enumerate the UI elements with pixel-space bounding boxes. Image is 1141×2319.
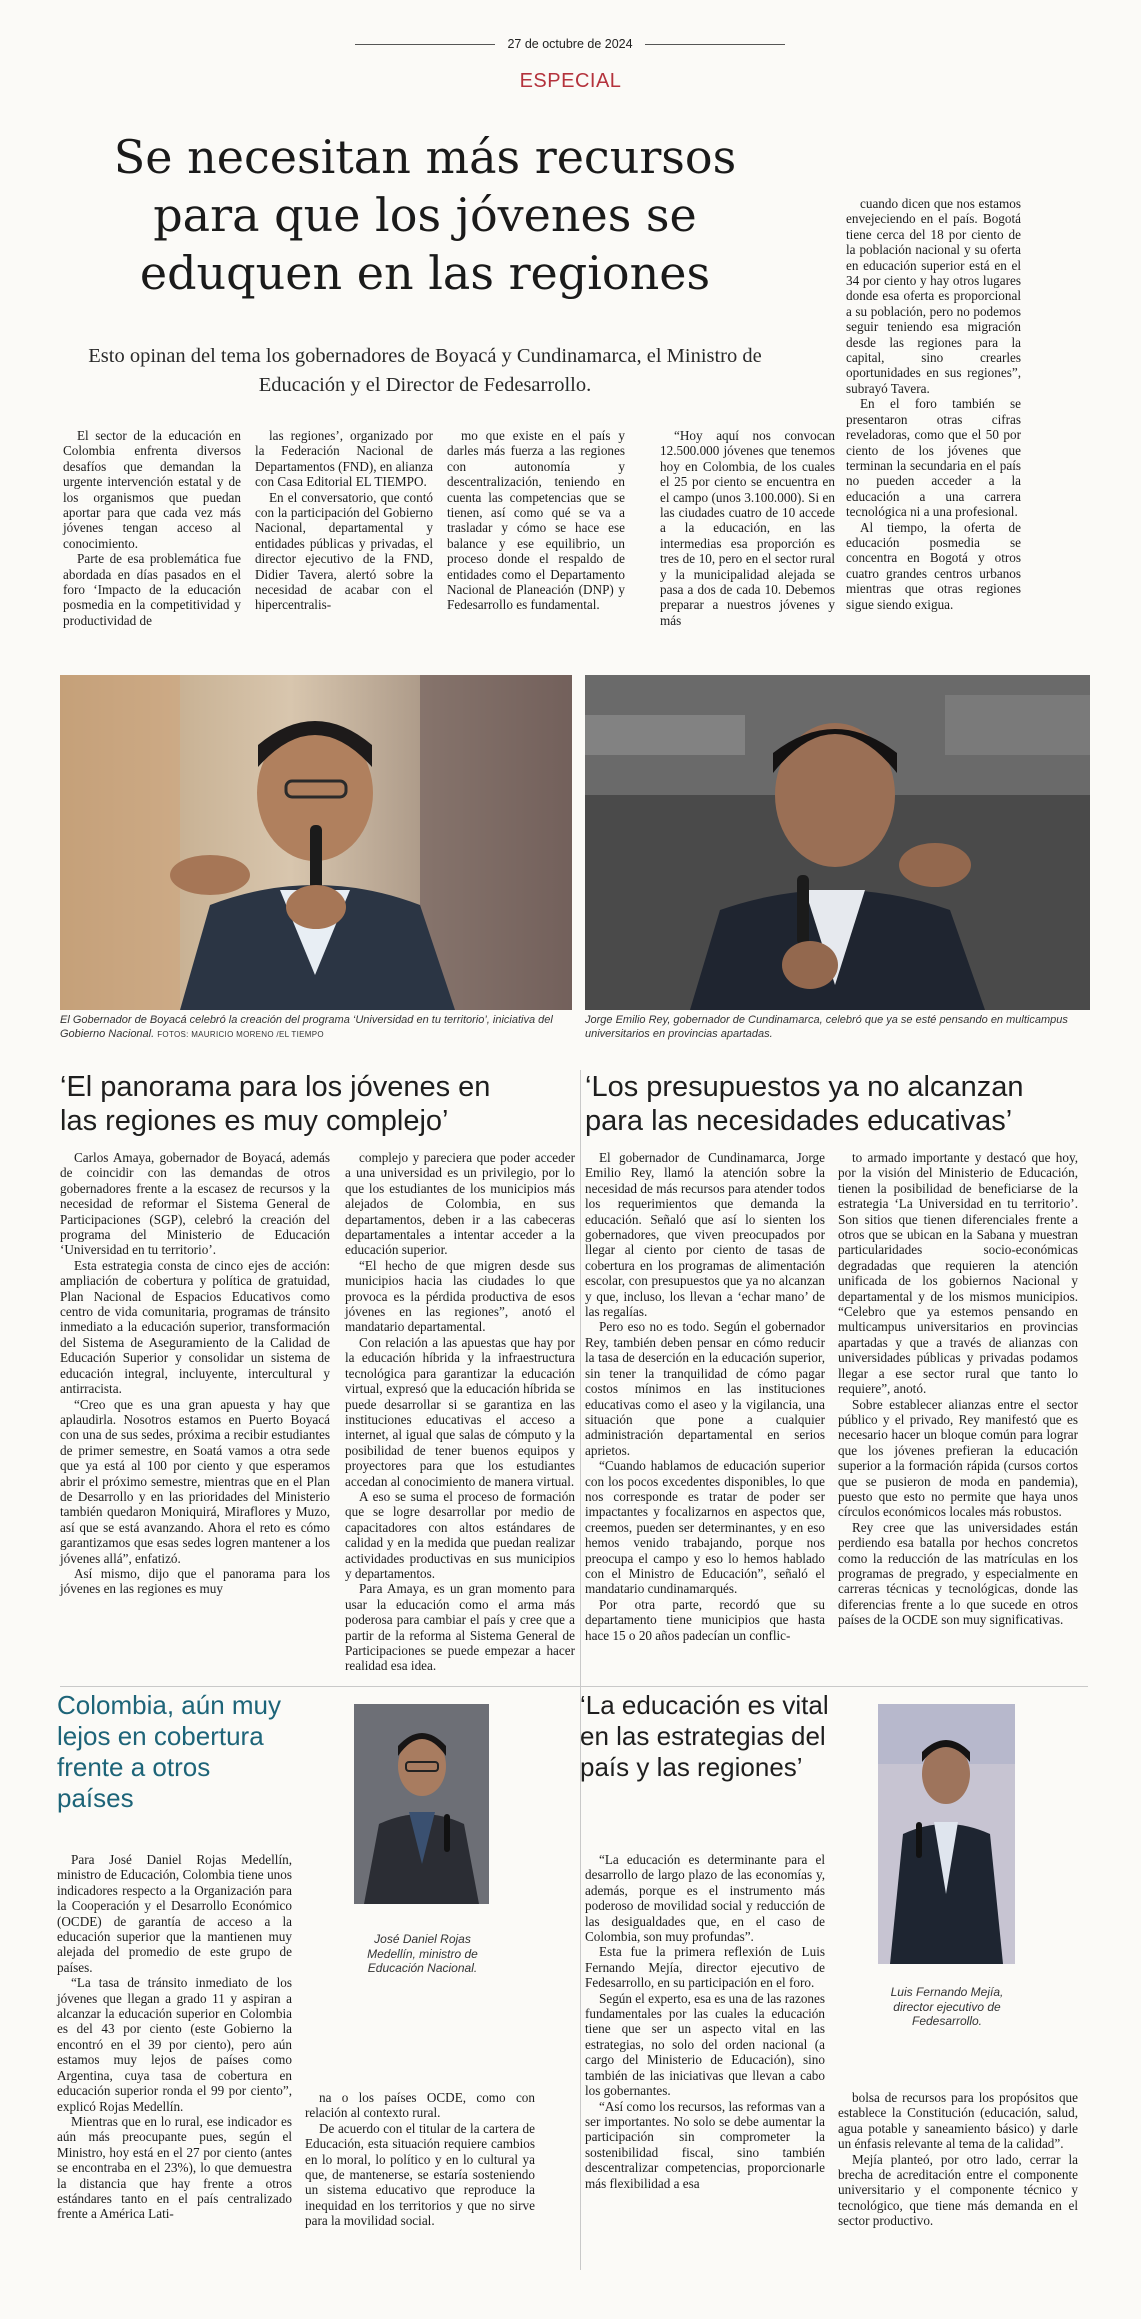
fedesarrollo-portrait-caption: Luis Fernando Mejía, director ejecutivo de Fedesarrollo. bbox=[890, 1985, 1004, 2028]
paragraph: Mientras que en lo rural, ese indicador es aún más preocupante pues, según el Ministro, hoy está en el 27 por ciento (antes se encontraba en el 23%), lo que demuestra la distancia que hay frente a otros estándares tanto en el país centralizado frente a América Lati- bbox=[57, 2113, 292, 2222]
section-label: ESPECIAL bbox=[519, 70, 622, 92]
boyaca-column-2 bbox=[345, 1150, 575, 1674]
paragraph: “Creo que es una gran apuesta y hay que aplaudirla. Nosotros estamos en Puerto Boyacá con una de sus sedes, próxima a recibir estudiantes de primer semestre, en Soatá vamos a otra sede que ya está al 100 por ciento y que esperamos abrir el próximo semestre, mientras que en el Plan de Desarrollo y en las prioridades del Ministerio también quedaron Moniquirá, Miraflores y Muzo, así que se está avanzando. Ahora el reto es cómo garantizamos que esas sedes logren mantener a los jóvenes allá”, enfatizó. bbox=[60, 1396, 330, 1566]
photo-cundinamarca-governor bbox=[585, 675, 1090, 1010]
caption-text-left: El Gobernador de Boyacá celebró la creación del programa ‘Universidad en tu territorio’, iniciativa del Gobierno Nacional. bbox=[60, 1014, 553, 1040]
date-line bbox=[355, 34, 785, 54]
paragraph: Carlos Amaya, gobernador de Boyacá, además de coincidir con las demandas de otros gobernadores frente a la escasez de recursos y la necesidad de reformar el Sistema General de Participaciones (SGP), celebró la creación del programa del Ministerio de Educación ‘Universidad en tu territorio’. bbox=[60, 1150, 330, 1258]
paragraph: Según el experto, esa es una de las razones fundamentales por las cuales la educación tiene que ser un aspecto vital en las estrategias, no solo del orden nacional (a cargo del Ministerio de Educación), sino también de las iniciativas que llevan a cabo los gobernantes. bbox=[585, 1990, 825, 2099]
paragraph: na o los países OCDE, como con relación al contexto rural. bbox=[305, 2090, 535, 2121]
paragraph: Sobre establecer alianzas entre el sector público y el privado, Rey manifestó que es necesario hacer un bloque común para lograr que los jóvenes prefieran la educación superior a la formación rápida (cursos cortos que se pusieron de moda en pandemia), puesto que esto no permite que haya unos círculos económicos locales más robustos. bbox=[838, 1396, 1078, 1520]
headline: Se necesitan más recursos para que los jóvenes se eduquen en las regiones bbox=[113, 130, 737, 300]
minister-column-2 bbox=[305, 2090, 535, 2229]
issue-date: 27 de octubre de 2024 bbox=[507, 37, 633, 51]
cundinamarca-column-1 bbox=[585, 1150, 825, 1643]
date-rule-right bbox=[645, 44, 785, 45]
paragraph: Con relación a las apuestas que hay por la educación híbrida y la infraestructura tecnológica para garantizar la educación virtual, expresó que la educación híbrida se puede desarrollar si se garantiza en las instituciones educativas el acceso a internet, al igual que salas de cómputo y la posibilidad de tener buenos equipos y proyectores para que los estudiantes accedan al conocimiento de manera virtual. bbox=[345, 1334, 575, 1489]
paragraph: bolsa de recursos para los propósitos que establece la Constitución (educación, salud, agua potable y saneamiento básico) y darle un énfasis relevante al tema de la calidad”. bbox=[838, 2090, 1078, 2152]
paragraph: Esta estrategia consta de cinco ejes de acción: ampliación de cobertura y política de gratuidad, Plan Nacional de Espacios Educativos como centro de vida comunitaria, programas de tránsito inmediato a la educación superior, transformación del Sistema de Aseguramiento de la Calidad de Educación Superior y consolidar un sistema de educación integral, incluyente, intercultural y antirracista. bbox=[60, 1257, 330, 1397]
paragraph: Mejía planteó, por otro lado, cerrar la brecha de acreditación entre el componente universitario y el componente técnico y tecnológico, que tiene más demanda en el sector productivo. bbox=[838, 2151, 1078, 2229]
paragraph: mo que existe en el país y darles más fuerza a las regiones con autonomía y descentralización, teniendo en cuenta las competencias que se tienen, así como qué se va a trasladar y cómo se hace ese balance y ese equilibrio, un proceso donde el respaldo de entidades como el Departamento Nacional de Planeación (DNP) y Fedesarrollo es fundamental. bbox=[447, 428, 625, 613]
paragraph: complejo y pareciera que poder acceder a una universidad es un privilegio, por lo que los estudiantes de los municipios más alejados de Colombia, en sus departamentos, deben ir a las cabeceras departamentales a intentar acceder a la educación superior. bbox=[345, 1150, 575, 1258]
boyaca-column-1 bbox=[60, 1150, 330, 1597]
paragraph: Para Amaya, es un gran momento para usar la educación como el arma más poderosa para cambiar el país y cree que a partir de la reforma al Sistema General de Participaciones se puede empezar a hacer realidad esa idea. bbox=[345, 1581, 575, 1674]
paragraph: Al tiempo, la oferta de educación posmedia se concentra en Bogotá y otros cuatro grandes centros urbanos mientras que otras regiones sigue siendo exigua. bbox=[846, 519, 1021, 612]
paragraph: Parte de esa problemática fue abordada en días pasados en el foro ‘Impacto de la educación posmedia en la competitividad y productividad de bbox=[63, 551, 241, 628]
paragraph: Así mismo, dijo que el panorama para los jóvenes en las regiones es muy bbox=[60, 1565, 330, 1597]
section-divider bbox=[60, 1686, 1088, 1687]
date-rule-left bbox=[355, 44, 495, 45]
paragraph: cuando dicen que nos estamos envejeciendo en el país. Bogotá tiene cerca del 18 por ciento de la población nacional y su oferta en educación superior está en el 34 por ciento y hay otros lugares donde esa oferta es proporcional a su población, pero no podemos seguir teniendo esa migración desde las regiones para la capital, sino crearles oportunidades en sus regiones”, subrayó Tavera. bbox=[846, 196, 1021, 396]
photo-boyaca-governor bbox=[60, 675, 572, 1010]
paragraph: “Hoy aquí nos convocan 12.500.000 jóvenes que tenemos hoy en Colombia, de los cuales el 25 por ciento se encuentra en el campo (unos 3.100.000). Si en las ciudades cuatro de 10 accede a la educación, en las intermedias esa proporción es tres de 10, pero en el sector rural y la municipalidad alejada se pasa a dos de cada 10. Debemos preparar a nuestros jóvenes y más bbox=[660, 428, 835, 628]
photo-caption-left bbox=[60, 1014, 572, 1041]
paragraph: Rey cree que las universidades están perdiendo esa batalla por hechos concretos como la reducción de las matrículas en los programas de pregrado, y especialmente en carreras técnicas y tecnológicas, donde las diferencias frente a lo que sucede en otros países de la OCDE son muy significativas. bbox=[838, 1519, 1078, 1628]
paragraph: Esta fue la primera reflexión de Luis Fernando Mejía, director ejecutivo de Fedesarrollo, en su participación en el foro. bbox=[585, 1944, 825, 1991]
fedesarrollo-heading: ‘La educación es vital en las estrategias del país y las regiones’ bbox=[580, 1690, 829, 1782]
portrait-fedesarrollo-director bbox=[878, 1704, 1015, 1964]
paragraph: Para José Daniel Rojas Medellín, ministro de Educación, Colombia tiene unos indicadores respecto a la Organización para la Cooperación y el Desarrollo Económico (OCDE) de garantía de acceso a la educación superior que la mantienen muy alejada del promedio de este grupo de países. bbox=[57, 1852, 292, 1975]
fedesarrollo-column-2 bbox=[838, 2090, 1078, 2229]
paragraph: to armado importante y destacó que hoy, por la visión del Ministerio de Educación, tienen la posibilidad de beneficiarse de la estrategia ‘La Universidad en tu territorio’. Son sitios que tienen diferenciales frente a otros que se ubican en la Sabana y muestran particularidades socio-económicas degradadas que requieren la atención unificada de los gobiernos Nacional y departamental y de los mismos municipios. “Celebro que ya estemos pensando en multicampus universitarios en provincias apartadas y que a través de alianzas con universidades públicas y privadas podamos llegar a ese sector rural que tanto lo requiere”, anotó. bbox=[838, 1150, 1078, 1397]
portrait-minister bbox=[354, 1704, 489, 1904]
fedesarrollo-column-1 bbox=[585, 1852, 825, 2191]
paragraph: “La educación es determinante para el desarrollo de largo plazo de las economías y, además, porque es el instrumento más poderoso de movilidad social y reducción de las desigualdades que, en el caso de Colombia, son muy profundas”. bbox=[585, 1852, 825, 1945]
paragraph: En el conversatorio, que contó con la participación del Gobierno Nacional, departamental y entidades públicas y privadas, el director ejecutivo de la FND, Didier Tavera, alertó sobre la necesidad de acabar con el hipercentralis- bbox=[255, 489, 433, 613]
paragraph: El gobernador de Cundinamarca, Jorge Emilio Rey, llamó la atención sobre la necesidad de más recursos para atender todos los requerimientos que demanda la educación. Señaló que así lo sienten los gobernadores, que viven preocupados por llegar al ciento por ciento de tasas de cobertura en los programas de alimentación escolar, con presupuestos que ya no alcanzan y que, incluso, los llevan a ‘echar mano’ de las regalías. bbox=[585, 1150, 825, 1320]
paragraph: las regiones’, organizado por la Federación Nacional de Departamentos (FND), en alianza con Casa Editorial EL TIEMPO. bbox=[255, 428, 433, 490]
intro-column-1 bbox=[63, 428, 241, 628]
boyaca-heading: ‘El panorama para los jóvenes en las regiones es muy complejo’ bbox=[60, 1071, 491, 1137]
paragraph: “La tasa de tránsito inmediato de los jóvenes que llegan a grado 11 y aspiran a alcanzar la educación superior en Colombia es del 43 por ciento (este Gobierno la encontró en el 39 por ciento), pero aún estamos muy lejos de países como Argentina, cuya tasa de cobertura en educación superior ronda el 99 por ciento”, explicó Rojas Medellín. bbox=[57, 1975, 292, 2114]
minister-heading: Colombia, aún muy lejos en cobertura frente a otros países bbox=[57, 1690, 281, 1813]
minister-portrait-caption: José Daniel Rojas Medellín, ministro de Educación Nacional. bbox=[367, 1932, 478, 1975]
photo-caption-right: Jorge Emilio Rey, gobernador de Cundinamarca, celebró que ya se esté pensando en multicampus universitarios en provincias apartadas. bbox=[585, 1014, 1068, 1040]
intro-column-2 bbox=[255, 428, 433, 613]
paragraph: En el foro también se presentaron otras cifras reveladoras, como que el 50 por ciento de los jóvenes que terminan la secundaria en el país no pueden acceder a la educación a una carrera tecnológica ni a una profesional. bbox=[846, 396, 1021, 520]
paragraph: Pero eso no es todo. Según el gobernador Rey, también deben pensar en cómo reducir la tasa de deserción en la educación superior, sin tener la tranquilidad de cómo pagar costos mínimos en las instituciones educativas como el aseo y la vigilancia, una situación que pone a cualquier administración departamental en serios aprietos. bbox=[585, 1319, 825, 1458]
paragraph: A eso se suma el proceso de formación que se logre desarrollar por medio de capacitadores con altos estándares de calidad y en la medida que puedan realizar actividades productivas en sus municipios y departamentos. bbox=[345, 1488, 575, 1581]
paragraph: El sector de la educación en Colombia enfrenta diversos desafíos que demandan la urgente intervención estatal y de los organismos que puedan aportar para que cada vez más jóvenes tengan acceso al conocimiento. bbox=[63, 428, 241, 551]
paragraph: De acuerdo con el titular de la cartera de Educación, esta situación requiere cambios en lo moral, lo político y en lo cultural ya que, de mantenerse, se estaría sosteniendo un sistema educativo que reproduce la inequidad en los territorios y que no sirve para la movilidad social. bbox=[305, 2120, 535, 2229]
intro-column-5 bbox=[846, 196, 1021, 612]
cundinamarca-column-2 bbox=[838, 1150, 1078, 1628]
photo-credit: FOTOS: MAURICIO MORENO /EL TIEMPO bbox=[157, 1029, 324, 1039]
intro-column-4 bbox=[660, 428, 835, 628]
column-divider bbox=[580, 1070, 581, 2270]
paragraph: “Así como los recursos, las reformas van a ser importantes. No solo se debe aumentar la participación sin comprometer la sostenibilidad fiscal, sino también descentralizar competencias, proporcionarle más flexibilidad a esa bbox=[585, 2098, 825, 2191]
paragraph: “El hecho de que migren desde sus municipios hacia las ciudades lo que provoca es la pérdida productiva de esos jóvenes en las regiones”, anotó el mandatario departamental. bbox=[345, 1257, 575, 1335]
minister-column-1 bbox=[57, 1852, 292, 2222]
intro-column-3 bbox=[447, 428, 625, 613]
cundinamarca-heading: ‘Los presupuestos ya no alcanzan para las necesidades educativas’ bbox=[585, 1071, 1024, 1137]
paragraph: “Cuando hablamos de educación superior con los pocos excedentes disponibles, lo que nos corresponde es tratar de poder ser impactantes y focalizarnos en aspectos que, creemos, pueden ser determinantes, y en eso hemos venido trabajando, porque nos preocupa el campo y eso lo hemos hablado con el Ministro de Educación”, señaló el mandatario cundinamarqués. bbox=[585, 1458, 825, 1597]
deck: Esto opinan del tema los gobernadores de Boyacá y Cundinamarca, el Ministro de Educación y el Director de Fedesarrollo. bbox=[88, 345, 762, 396]
paragraph: Por otra parte, recordó que su departamento tiene municipios que hasta hace 15 o 20 años padecían un conflic- bbox=[585, 1596, 825, 1643]
